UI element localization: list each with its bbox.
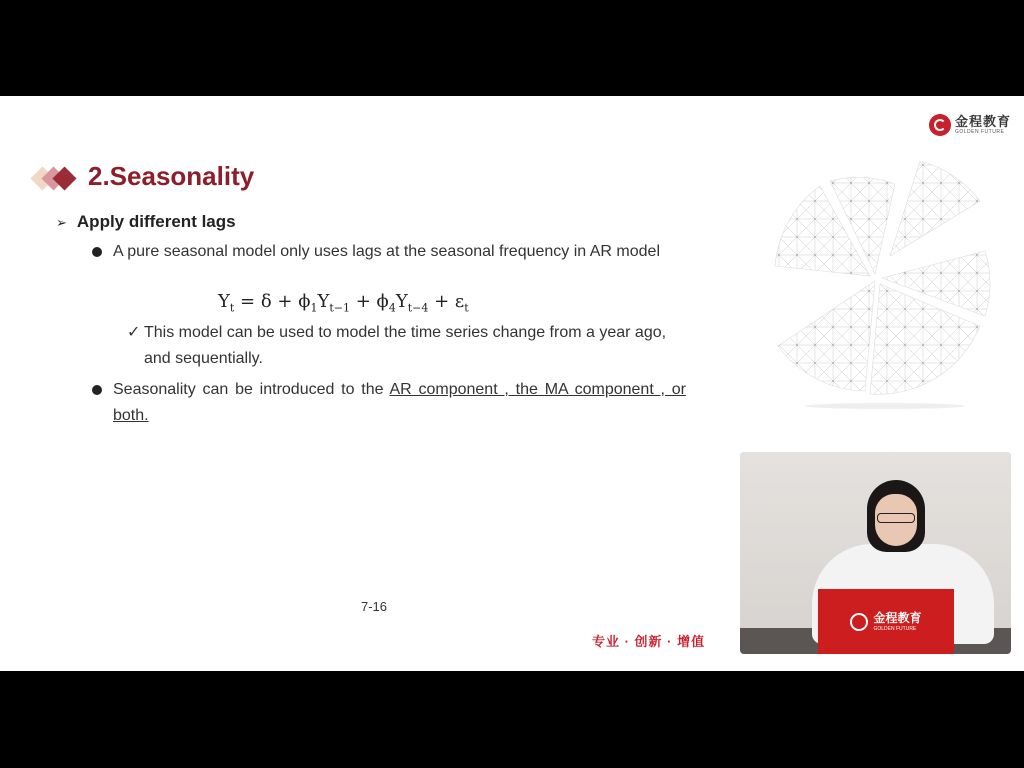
slide-content — [0, 96, 700, 671]
decorative-pie-graphic — [770, 156, 1000, 416]
laptop-logo-cn: 金程教育 — [873, 610, 922, 625]
logo-icon — [929, 114, 951, 136]
laptop — [818, 589, 954, 654]
bullet-item — [88, 239, 668, 265]
bullet-dot-icon — [92, 247, 102, 257]
laptop-logo-en: GOLDEN FUTURE — [873, 625, 917, 632]
glasses-icon — [877, 513, 915, 523]
logo-en: GOLDEN FUTURE — [955, 129, 1005, 135]
presenter-video — [740, 452, 1011, 654]
slide-title: 2.Seasonality — [88, 161, 255, 191]
arrow-bullet-icon: ➢ — [56, 215, 67, 230]
bullet-item — [88, 377, 686, 429]
check-text: This model can be used to model the time series change from a year ago, and sequentially. — [144, 324, 667, 367]
brand-logo — [929, 114, 1011, 136]
formula: $Y_t = \delta + \phi_1Y_{t-1} + \phi_4Y_{t-4} + \varepsilon_t$ — [218, 291, 469, 315]
check-icon: ✓ — [127, 324, 141, 341]
check-item — [127, 320, 687, 372]
section-heading — [56, 212, 236, 232]
laptop-logo-icon — [850, 613, 868, 631]
underlined-text: AR component , the MA component , or both. — [113, 381, 687, 424]
logo-cn: 金程教育 — [955, 114, 1012, 129]
page-number: 7-16 — [361, 599, 388, 614]
bullet-text: A pure seasonal model only uses lags at the seasonal frequency in AR model — [113, 243, 660, 260]
section-heading-text: Apply different lags — [76, 212, 236, 231]
bullet-dot-icon — [92, 385, 102, 395]
slogan: 专业 · 创新 · 增值 — [592, 634, 706, 649]
bullet-text: Seasonality can be introduced to the — [113, 381, 390, 398]
